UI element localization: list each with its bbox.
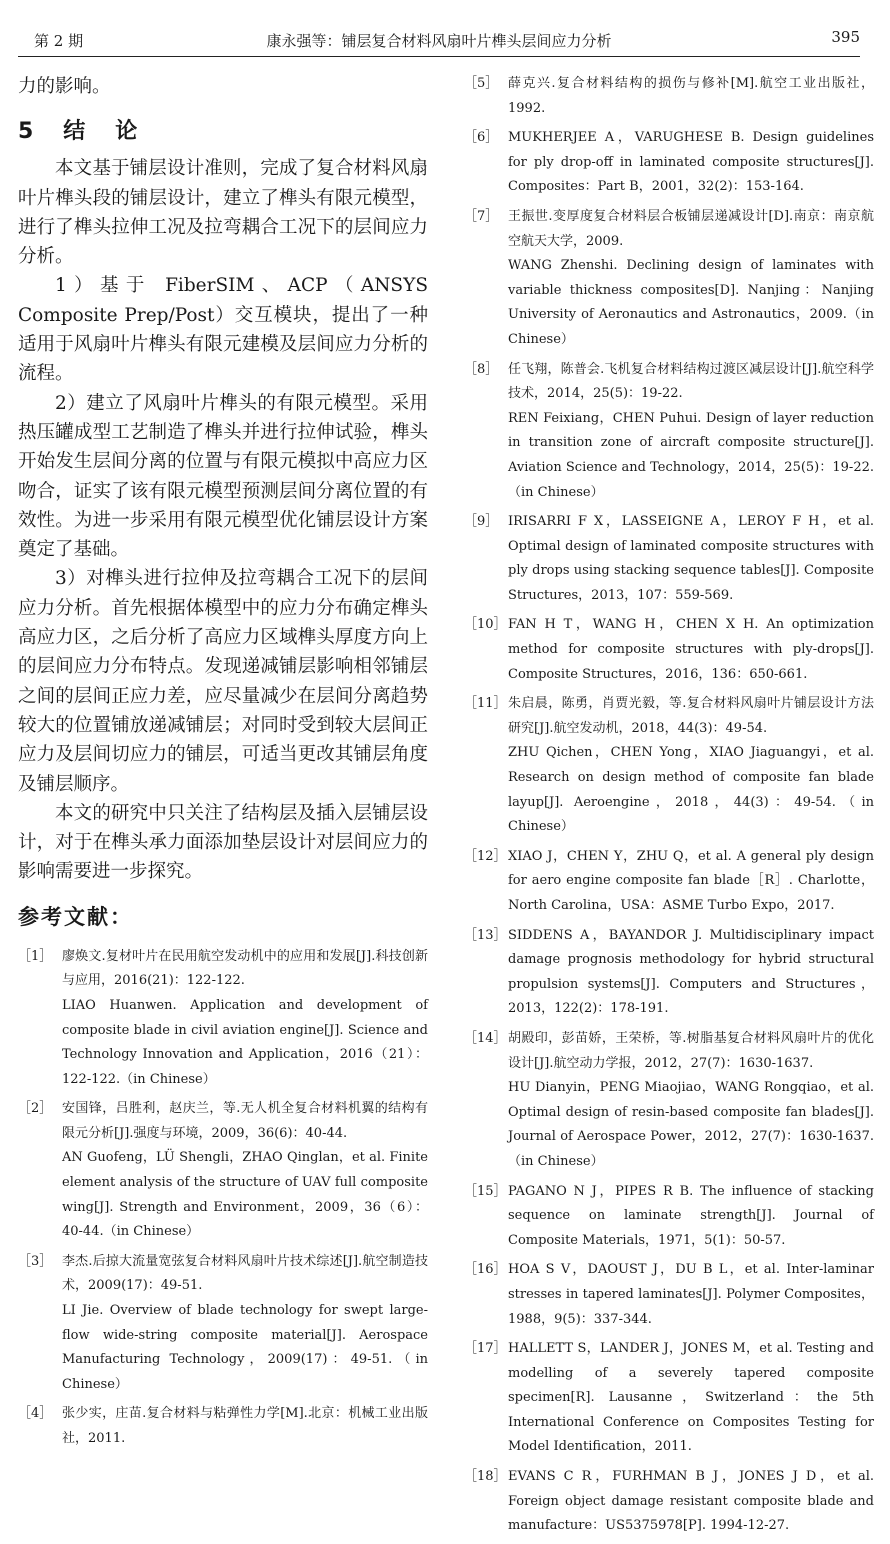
- reference-text: [508, 613, 874, 687]
- reference-line: PAGANO N J，PIPES R B. The influence of stacking sequence on laminate strength[J]. Journal of Composite Materials，1971，5(1)：50-57.: [508, 1183, 874, 1248]
- reference-text: [508, 845, 874, 919]
- reference-number: ［17］: [464, 1341, 507, 1357]
- reference-line: REN Feixiang，CHEN Puhui. Design of layer reduction in transition zone of aircraft composite structure[J]. Aviation Science and Technology，2014，25(5)：19-22.（in Chinese）: [508, 410, 874, 500]
- reference-number: ［5］: [464, 76, 499, 91]
- reference-item: [18, 1250, 428, 1398]
- reference-text: [62, 1402, 428, 1451]
- right-column: [464, 72, 874, 1544]
- reference-number: ［16］: [464, 1262, 507, 1278]
- reference-line: 胡殿印，彭苗娇，王荣桥，等.树脂基复合材料风扇叶片的优化设计[J].航空动力学报，2012，27(7)：1630-1637.: [508, 1030, 874, 1071]
- reference-line: IRISARRI F X，LASSEIGNE A，LEROY F H，et al. Optimal design of laminated composite structures with ply drops using stacking sequence tables[J]. Composite Structures，2013，107：559-569.: [508, 514, 874, 603]
- reference-item: [464, 1337, 874, 1460]
- reference-line: EVANS C R，FURHMAN B J，JONES J D，et al. Foreign object damage resistant composite blade and manufacture：US5375978[P]. 1994-12-27.: [508, 1469, 874, 1534]
- running-header: [18, 26, 860, 57]
- page-number: 395: [831, 28, 860, 46]
- intro-tail: 力的影响。: [18, 76, 111, 97]
- reference-line: HOA S V，DAOUST J，DU B L，et al. Inter-laminar stresses in tapered laminates[J]. Polymer Composites，1988，9(5)：337-344.: [508, 1262, 874, 1327]
- reference-text: [508, 126, 874, 200]
- reference-text: [508, 924, 874, 1022]
- reference-item: [464, 1465, 874, 1539]
- reference-number: ［11］: [464, 696, 507, 712]
- reference-number: ［9］: [464, 514, 499, 530]
- reference-line: ZHU Qichen，CHEN Yong，XIAO Jiaguangyi，et al. Research on design method of composite fan blade layup[J]. Aeroengine，2018，44(3)：49-54.（in Chinese）: [508, 745, 874, 835]
- reference-number: ［4］: [18, 1406, 53, 1422]
- reference-number: ［13］: [464, 927, 507, 943]
- reference-item: [464, 1027, 874, 1175]
- reference-item: [464, 72, 874, 121]
- reference-item: [464, 1258, 874, 1332]
- reference-item: [464, 126, 874, 200]
- reference-number: ［1］: [18, 948, 53, 964]
- reference-number: ［12］: [464, 848, 507, 864]
- reference-number: ［2］: [18, 1101, 53, 1117]
- reference-line: WANG Zhenshi. Declining design of laminates with variable thickness composites[D]. Nanjing：Nanjing University of Aeronautics and Astronautics，2009.（in Chinese）: [508, 258, 874, 347]
- reference-item: [464, 613, 874, 687]
- reference-number: ［3］: [18, 1253, 53, 1269]
- reference-line: 李杰.后掠大流量宽弦复合材料风扇叶片技术综述[J].航空制造技术，2009(17)：49-51.: [62, 1253, 428, 1294]
- issue-number: 第 2 期: [34, 32, 84, 50]
- reference-text: [508, 692, 874, 840]
- reference-text: [508, 1465, 874, 1539]
- reference-number: ［7］: [464, 208, 499, 224]
- running-title: 康永强等：铺层复合材料风扇叶片榫头层间应力分析: [266, 32, 612, 50]
- reference-number: ［14］: [464, 1030, 507, 1046]
- reference-item: [464, 510, 874, 608]
- reference-item: [18, 1097, 428, 1245]
- reference-line: SIDDENS A，BAYANDOR J. Multidisciplinary impact damage prognosis methodology for hybrid structural propulsion systems[J]. Computers and Structures，2013，122(2)：178-191.: [508, 927, 874, 1017]
- section-heading: 5 结 论: [18, 119, 142, 145]
- conclusion-paragraph: 本文的研究中只关注了结构层及插入层铺层设计，对于在榫头承力面添加垫层设计对层间应力的影响需要进一步探究。: [18, 802, 428, 883]
- reference-line: HALLETT S，LANDER J，JONES M，et al. Testing and modelling of a severely tapered composite specimen[R]. Lausanne，Switzerland：the 5th International Conference on Composites Testing for Model Identification，2011.: [508, 1341, 874, 1455]
- reference-text: [508, 510, 874, 608]
- reference-line: 任飞翔，陈普会.飞机复合材料结构过渡区减层设计[J].航空科学技术，2014，25(5)：19-22.: [508, 361, 874, 402]
- reference-number: ［18］: [464, 1469, 507, 1485]
- reference-item: [464, 205, 874, 353]
- reference-line: HU Dianyin，PENG Miaojiao，WANG Rongqiao，et al. Optimal design of resin-based composite fan blades[J]. Journal of Aerospace Power，2012，27(7)：1630-1637.（in Chinese）: [508, 1080, 874, 1169]
- reference-item: [464, 845, 874, 919]
- reference-line: 安国锋，吕胜利，赵庆兰，等.无人机全复合材料机翼的结构有限元分析[J].强度与环境，2009，36(6)：40-44.: [62, 1101, 428, 1141]
- reference-line: 朱启晨，陈勇，肖贾光毅，等.复合材料风扇叶片铺层设计方法研究[J].航空发动机，2018，44(3)：49-54.: [508, 696, 874, 736]
- reference-line: XIAO J，CHEN Y，ZHU Q，et al. A general ply design for aero engine composite fan blade［R］. Charlotte，North Carolina，USA：ASME Turbo Expo，2017.: [508, 848, 874, 913]
- reference-line: 薛克兴.复合材料结构的损伤与修补[M].航空工业出版社，1992.: [508, 76, 874, 116]
- references-heading: 参考文献：: [18, 904, 133, 929]
- reference-line: 廖焕文.复材叶片在民用航空发动机中的应用和发展[J].科技创新与应用，2016(21)：122-122.: [62, 948, 428, 989]
- reference-text: [508, 1027, 874, 1175]
- reference-number: ［8］: [464, 361, 499, 377]
- reference-text: [508, 1337, 874, 1460]
- reference-item: [464, 692, 874, 840]
- reference-line: LIAO Huanwen. Application and development of composite blade in civil aviation engine[J]. Science and Technology Innovation and Application，2016（21）：122-122.（in Chinese）: [62, 997, 428, 1087]
- conclusion-paragraph: 2）建立了风扇叶片榫头的有限元模型。采用热压罐成型工艺制造了榫头并进行拉伸试验，榫头开始发生层间分离的位置与有限元模拟中高应力区吻合，证实了该有限元模型预测层间分离位置的有效性。为进一步采用有限元模型优化铺层设计方案奠定了基础。: [18, 392, 428, 561]
- reference-number: ［6］: [464, 130, 499, 146]
- conclusion-paragraph: 3）对榫头进行拉伸及拉弯耦合工况下的层间应力分析。首先根据体模型中的应力分布确定榫头高应力区，之后分析了高应力区域榫头厚度方向上的层间应力分布特点。发现递减铺层影响相邻铺层之间的层间正应力差，应尽量减少在层间分离趋势较大的位置铺放递减铺层；对同时受到较大层间正应力及层间切应力的铺层，可适当更改其铺层角度及铺层顺序。: [18, 568, 428, 795]
- reference-item: [464, 924, 874, 1022]
- reference-line: MUKHERJEE A，VARUGHESE B. Design guidelines for ply drop-off in laminated composite structures[J]. Composites：Part B，2001，32(2)：153-164.: [508, 130, 874, 195]
- reference-item: [18, 945, 428, 1093]
- reference-number: ［15］: [464, 1183, 507, 1199]
- reference-list-left: [18, 945, 428, 1452]
- reference-text: [508, 358, 874, 506]
- reference-text: [508, 1180, 874, 1254]
- reference-text: [508, 72, 874, 121]
- reference-line: AN Guofeng，LÜ Shengli，ZHAO Qinglan，et al. Finite element analysis of the structure of UAV full composite wing[J]. Strength and Environment，2009，36（6）：40-44.（in Chinese）: [62, 1150, 428, 1240]
- reference-item: [464, 1180, 874, 1254]
- reference-list-right: [464, 72, 874, 1539]
- reference-number: ［10］: [464, 617, 507, 633]
- reference-text: [508, 1258, 874, 1332]
- reference-line: 王振世.变厚度复合材料层合板铺层递减设计[D].南京：南京航空航天大学，2009.: [508, 208, 874, 249]
- reference-text: [62, 1250, 428, 1398]
- left-column: [18, 72, 428, 1457]
- reference-line: LI Jie. Overview of blade technology for swept large-flow wide-string composite material[J]. Aerospace Manufacturing Technology，2009(17)：49-51.（in Chinese）: [62, 1303, 428, 1392]
- reference-item: [18, 1402, 428, 1451]
- reference-line: FAN H T，WANG H，CHEN X H. An optimization method for composite structures with ply-drops[J]. Composite Structures，2016，136：650-661.: [508, 617, 874, 682]
- conclusion-paragraph: 本文基于铺层设计准则，完成了复合材料风扇叶片榫头段的铺层设计，建立了榫头有限元模型，进行了榫头拉伸工况及拉弯耦合工况下的层间应力分析。: [18, 158, 428, 268]
- reference-text: [508, 205, 874, 353]
- reference-item: [464, 358, 874, 506]
- conclusion-paragraph: 1）基于 FiberSIM、ACP（ANSYS Composite Prep/Post）交互模块，提出了一种适用于风扇叶片榫头有限元建模及层间应力分析的流程。: [18, 275, 428, 385]
- reference-text: [62, 945, 428, 1093]
- reference-text: [62, 1097, 428, 1245]
- reference-line: 张少实，庄苗.复合材料与粘弹性力学[M].北京：机械工业出版社，2011.: [62, 1406, 428, 1446]
